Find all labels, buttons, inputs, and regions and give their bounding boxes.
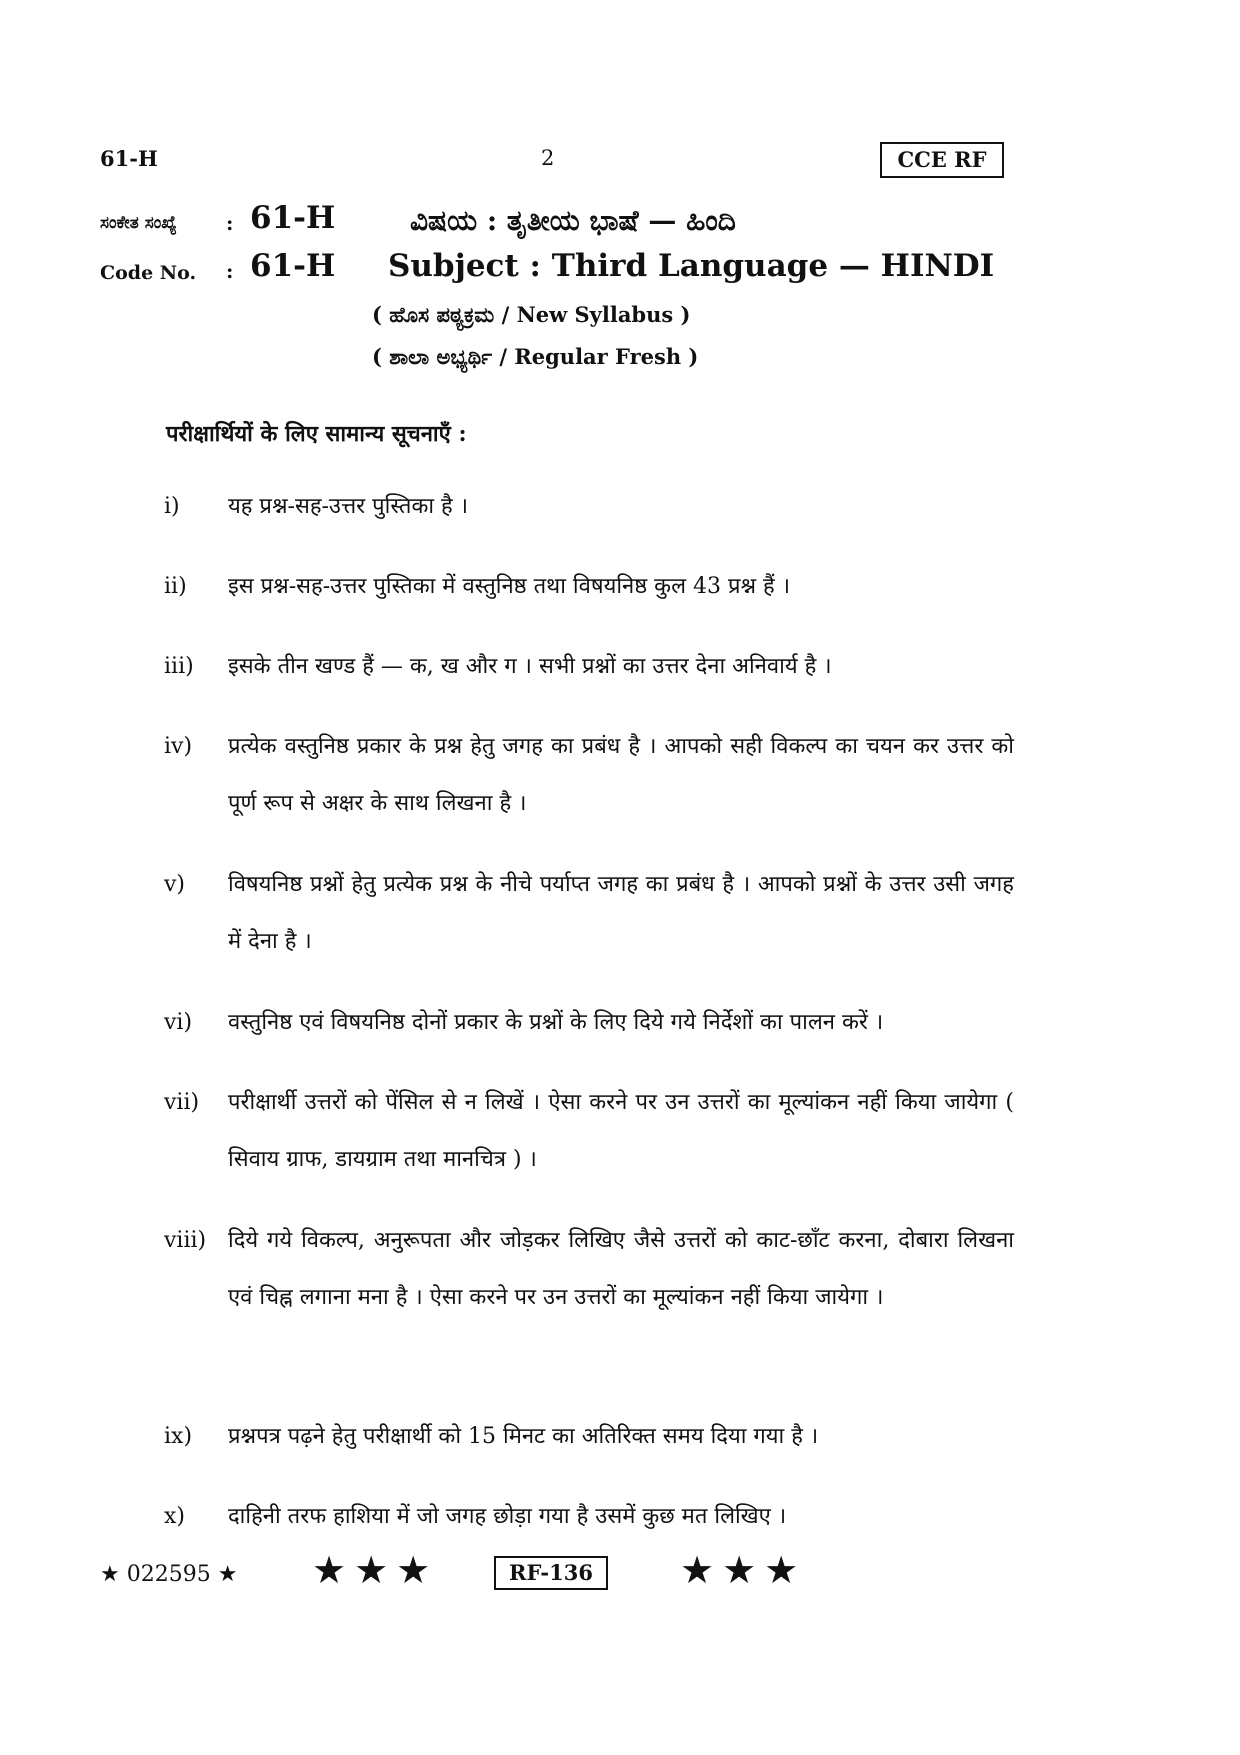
- instruction-number: ix): [164, 1424, 193, 1449]
- instruction-number: iii): [164, 654, 194, 679]
- kannada-code-label: ಸಂಕೇತ ಸಂಖ್ಯೆ: [100, 213, 177, 233]
- instruction-text: वस्तुनिष्ठ एवं विषयनिष्ठ दोनों प्रकार के प्रश्नों के लिए दिये गये निर्देशों का पालन करें ।: [228, 1010, 884, 1035]
- syllabus-line: ( ಹೊಸ ಪಠ್ಯಕ್ರಮ / New Syllabus ): [372, 302, 691, 327]
- code-colon: :: [226, 259, 234, 283]
- kannada-code-value: 61-H: [250, 200, 336, 236]
- instruction-text: विषयनिष्ठ प्रश्नों हेतु प्रत्येक प्रश्न के नीचे पर्याप्त जगह का प्रबंध है । आपको प्रश्नों के उत्तर उसी जगह में देना है ।: [228, 872, 1014, 954]
- candidate-type-line: ( ಶಾಲಾ ಅಭ್ಯರ್ಥಿ / Regular Fresh ): [372, 344, 699, 369]
- instruction-text: प्रश्नपत्र पढ़ने हेतु परीक्षार्थी को 15 मिनट का अतिरिक्त समय दिया गया है ।: [228, 1424, 819, 1449]
- code-label: Code No.: [100, 262, 197, 284]
- kannada-code-colon: :: [226, 211, 234, 235]
- code-value: 61-H: [250, 248, 336, 284]
- instruction-text: इसके तीन खण्ड हैं — क, ख और ग । सभी प्रश्नों का उत्तर देना अनिवार्य है ।: [228, 654, 832, 679]
- instruction-number: ii): [164, 574, 187, 599]
- instruction-number: vii): [164, 1090, 200, 1115]
- stars-left: ★★★: [312, 1548, 439, 1592]
- instruction-number: vi): [164, 1010, 193, 1035]
- header-code: 61-H: [100, 146, 158, 171]
- instruction-number: x): [164, 1504, 185, 1529]
- subject-label: Subject : Third Language — HINDI: [388, 248, 995, 284]
- instruction-text: परीक्षार्थी उत्तरों को पेंसिल से न लिखें । ऐसा करने पर उन उत्तरों का मूल्यांकन नहीं किया जायेगा ( सिवाय ग्राफ, डायग्राम तथा मानचित्र ) ।: [228, 1090, 1014, 1172]
- instructions-heading: परीक्षार्थियों के लिए सामान्य सूचनाएँ :: [166, 421, 467, 447]
- page-number: 2: [541, 146, 555, 170]
- instruction-text: प्रत्येक वस्तुनिष्ठ प्रकार के प्रश्न हेतु जगह का प्रबंध है । आपको सही विकल्प का चयन कर उत्तर को पूर्ण रूप से अक्षर के साथ लिखना है ।: [228, 734, 1014, 816]
- stars-right: ★★★: [680, 1548, 807, 1592]
- kannada-subject: ವಿಷಯ : ತೃತೀಯ ಭಾಷೆ — ಹಿಂದಿ: [410, 204, 736, 237]
- instruction-text: यह प्रश्न-सह-उत्तर पुस्तिका है ।: [228, 494, 469, 519]
- instruction-text: दाहिनी तरफ हाशिया में जो जगह छोड़ा गया है उसमें कुछ मत लिखिए ।: [228, 1504, 787, 1529]
- instruction-number: v): [164, 872, 186, 897]
- rf-code-badge: RF-136: [494, 1556, 608, 1590]
- serial-number: ★ 022595 ★: [100, 1562, 238, 1587]
- instruction-number: viii): [164, 1228, 207, 1253]
- instruction-number: iv): [164, 734, 193, 759]
- instruction-text: इस प्रश्न-सह-उत्तर पुस्तिका में वस्तुनिष्ठ तथा विषयनिष्ठ कुल 43 प्रश्न हैं ।: [228, 574, 791, 599]
- instruction-number: i): [164, 494, 180, 519]
- cce-badge: CCE RF: [880, 142, 1004, 178]
- instruction-text: दिये गये विकल्प, अनुरूपता और जोड़कर लिखिए जैसे उत्तरों को काट-छाँट करना, दोबारा लिखना एवं चिह्न लगाना मना है । ऐसा करने पर उन उत्तरों का मूल्यांकन नहीं किया जायेगा ।: [228, 1228, 1014, 1310]
